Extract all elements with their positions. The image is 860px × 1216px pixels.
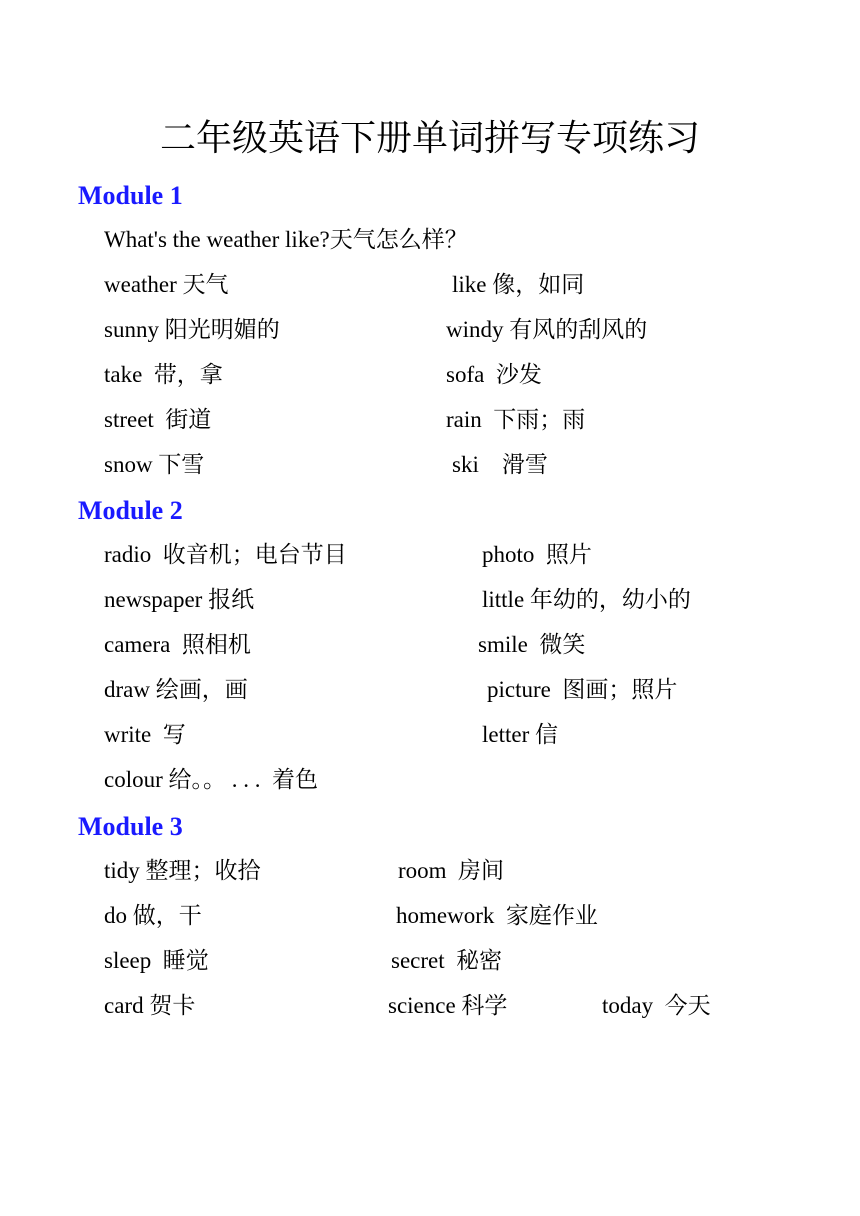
word-entry: homework 家庭作业 [396,903,598,928]
word-entry: weather 天气 [104,272,229,297]
word-entry: photo 照片 [482,542,592,567]
word-entry: street 街道 [104,407,212,432]
module-1-subtitle: What's the weather like?天气怎么样？ [104,227,468,252]
word-entry: snow 下雪 [104,452,205,477]
word-entry: smile 微笑 [478,632,586,657]
word-entry: colour 给。。 . . . 着色 [104,767,319,792]
page-title: 二年级英语下册单词拼写专项练习 [159,118,700,158]
word-entry: draw 绘画，画 [104,677,248,702]
word-entry: ski 滑雪 [452,452,548,477]
word-entry: sleep 睡觉 [104,948,209,973]
word-entry: today 今天 [602,993,711,1018]
word-entry: radio 收音机；电台节目 [104,542,347,567]
module-3-heading: Module 3 [78,812,183,841]
word-entry: card 贺卡 [104,993,196,1018]
word-entry: camera 照相机 [104,632,251,657]
word-entry: room 房间 [398,858,505,883]
word-entry: rain 下雨；雨 [446,407,586,432]
word-entry: write 写 [104,722,186,747]
word-entry: letter 信 [482,722,558,747]
word-entry: do 做，干 [104,903,202,928]
word-entry: picture 图画；照片 [487,677,678,702]
word-entry: little 年幼的，幼小的 [482,587,691,612]
word-entry: sunny 阳光明媚的 [104,317,280,342]
word-entry: like 像，如同 [452,272,585,297]
word-entry: newspaper 报纸 [104,587,255,612]
module-1-heading: Module 1 [78,181,183,210]
word-entry: secret 秘密 [391,948,503,973]
word-entry: science 科学 [388,993,508,1018]
word-entry: windy 有风的刮风的 [446,317,648,342]
module-2-heading: Module 2 [78,496,183,525]
word-entry: take 带，拿 [104,362,223,387]
word-entry: tidy 整理；收拾 [104,858,261,883]
word-entry: sofa 沙发 [446,362,542,387]
